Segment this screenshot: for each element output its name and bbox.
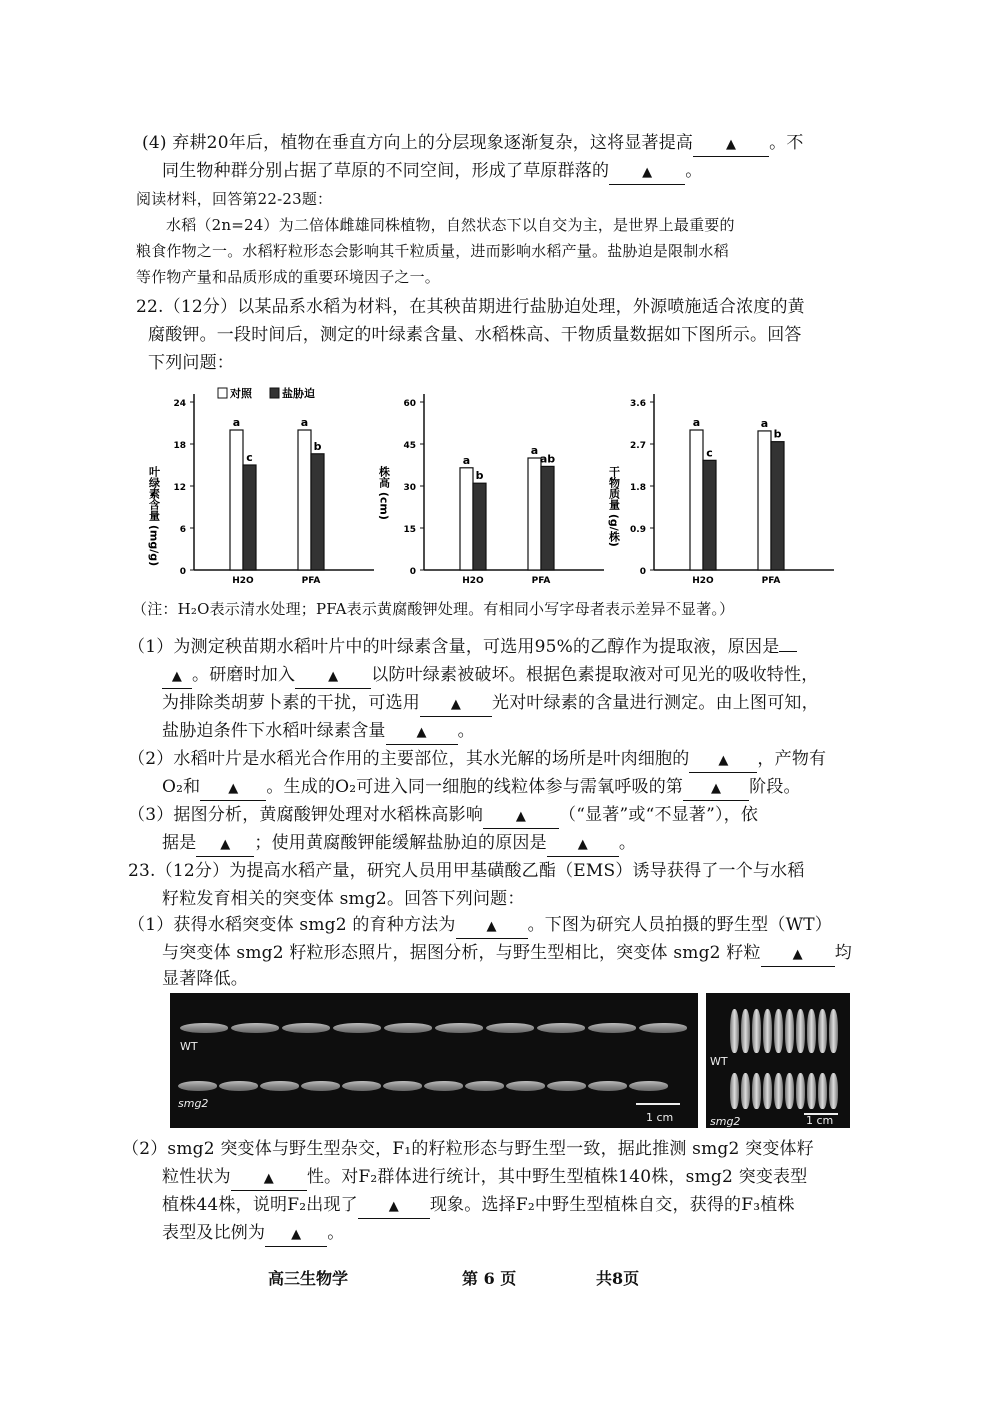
q23-stem-line2: 籽粒发育相关的突变体 smg2。回答下列问题： [162, 889, 525, 909]
y-tick-label: 0 [409, 567, 416, 577]
y-tick-label: 15 [403, 525, 416, 535]
y-tick-label: 2.7 [630, 441, 646, 451]
bar-label: a [300, 416, 309, 429]
q22-3-line2: 据是 ▲ ；使用黄腐酸钾能缓解盐胁迫的原因是 ▲ 。 [162, 832, 636, 857]
scale-label: 1 cm [806, 1114, 834, 1127]
bar-label: a [692, 416, 701, 429]
smg2-label: smg2 [710, 1115, 741, 1128]
answer-blank[interactable]: ▲ [456, 914, 528, 939]
bar [460, 468, 473, 570]
bar-label: b [773, 427, 782, 441]
grain-photo-length [170, 993, 698, 1128]
smg2-grain [752, 1073, 761, 1109]
q21-4-line1: (4) 弃耕20年后，植物在垂直方向上的分层现象逐渐复杂，这将显著提高 ▲ 。不 [142, 132, 804, 157]
y-tick-label: 1.8 [630, 483, 646, 493]
reading-material-line2: 粮食作物之一。水稻籽粒形态会影响其千粒质量，进而影响水稻产量。盐胁迫是限制水稻 [136, 242, 729, 260]
bar-label: a [760, 416, 769, 430]
footer-subject: 高三生物学 [268, 1269, 349, 1288]
q23-stem-line1: 23.（12分）为提高水稻产量，研究人员用甲基磺酸乙酯（EMS）诱导获得了一个与水稻 [128, 861, 805, 881]
q22-stem-line2: 腐酸钾。一段时间后，测定的叶绿素含量、水稻株高、干物质量数据如下图所示。回答 [148, 325, 802, 345]
reading-material-line1: 水稻（2n=24）为二倍体雌雄同株植物，自然状态下以自交为主，是世界上最重要的 [166, 216, 735, 234]
smg2-grain [547, 1081, 586, 1091]
x-tick-label: H2O [462, 576, 484, 586]
y-tick-label: 18 [173, 441, 186, 451]
wt-label: WT [710, 1055, 728, 1068]
bar-label: c [246, 451, 253, 464]
smg2-grain [763, 1073, 772, 1109]
y-tick-label: 45 [403, 441, 416, 451]
scale-bar [636, 1103, 680, 1105]
smg2-grain [588, 1081, 627, 1091]
y-tick-label: 30 [403, 483, 416, 493]
smg2-grain [424, 1081, 463, 1091]
answer-blank[interactable]: ▲ [693, 132, 769, 157]
q23-1-line2: 与突变体 smg2 籽粒形态照片，据图分析，与野生型相比，突变体 smg2 籽粒 ▲ 均 [162, 942, 852, 967]
smg2-grain [301, 1081, 340, 1091]
y-axis-label: 干物质量 (g/株) [607, 466, 621, 547]
legend-swatch [270, 388, 279, 398]
smg2-grain [818, 1073, 827, 1109]
answer-blank[interactable]: ▲ [231, 1166, 307, 1191]
answer-blank[interactable]: ▲ [609, 160, 685, 185]
bar [690, 430, 703, 570]
x-tick-label: H2O [692, 576, 714, 586]
smg2-grain [741, 1073, 750, 1109]
reading-material-heading: 阅读材料，回答第22-23题： [136, 190, 333, 208]
q21-4-line2: 同生物种群分别占据了草原的不同空间，形成了草原群落的 ▲ 。 [162, 160, 702, 185]
y-tick-label: 0 [179, 567, 186, 577]
smg2-grain [342, 1081, 381, 1091]
x-tick-label: PFA [301, 576, 321, 586]
smg2-grain [260, 1081, 299, 1091]
y-axis-label: 叶绿素含量 (mg/g) [147, 466, 161, 567]
answer-blank[interactable]: ▲ [265, 1222, 327, 1247]
wt-grain [180, 1023, 228, 1033]
wt-label: WT [180, 1040, 198, 1053]
answer-blank[interactable]: ▲ [196, 832, 254, 857]
bar [243, 465, 256, 570]
bar-label: b [475, 469, 484, 483]
q23-2-line4: 表型及比例为 ▲ 。 [162, 1222, 344, 1247]
legend-label: 对照 [230, 387, 252, 400]
answer-blank[interactable]: ▲ [162, 664, 192, 689]
wt-grain [282, 1023, 330, 1033]
q23-2-line2: 粒性状为 ▲ 性。对F₂群体进行统计，其中野生型植株140株，smg2 突变表型 [162, 1166, 807, 1191]
bar [230, 430, 243, 570]
smg2-grain [829, 1073, 838, 1109]
answer-blank[interactable]: ▲ [547, 832, 619, 857]
wt-grain [639, 1023, 687, 1033]
bar-label: a [462, 453, 471, 467]
q22-stem-line3: 下列问题： [148, 353, 234, 373]
reading-material-line3: 等作物产量和品质形成的重要环境因子之一。 [136, 268, 441, 286]
wt-grain [486, 1023, 534, 1033]
wt-grain [333, 1023, 381, 1033]
wt-grain [818, 1009, 827, 1053]
bar-label: ab [539, 452, 556, 466]
q22-1-line4: 盐胁迫条件下水稻叶绿素含量 ▲ 。 [162, 720, 475, 745]
y-tick-label: 6 [179, 525, 186, 535]
x-tick-label: PFA [531, 576, 551, 586]
bar [311, 454, 324, 570]
bar-label: c [706, 446, 713, 460]
smg2-grain [807, 1073, 816, 1109]
bar [473, 483, 486, 570]
answer-blank[interactable]: ▲ [683, 776, 749, 801]
q22-3-line1: （3）据图分析，黄腐酸钾处理对水稻株高影响 ▲ （“显著”或“不显著”），依 [128, 804, 758, 829]
bar [298, 430, 311, 570]
q22-1-line2: ▲ 。研磨时加入 ▲ 以防叶绿素被破坏。根据色素提取液对可见光的吸收特性， [162, 664, 818, 689]
wt-grain [807, 1009, 816, 1053]
q23-1-line1: （1）获得水稻突变体 smg2 的育种方法为 ▲ 。下图为研究人员拍摄的野生型（WT） [128, 914, 832, 939]
x-tick-label: PFA [761, 576, 781, 586]
legend-swatch [218, 388, 227, 398]
answer-blank[interactable]: ▲ [420, 692, 492, 717]
x-tick-label: H2O [232, 576, 254, 586]
bar-charts [130, 382, 890, 597]
smg2-grain [796, 1073, 805, 1109]
q22-2-line2: O₂和 ▲ 。生成的O₂可进入同一细胞的线粒体参与需氧呼吸的第 ▲ 阶段。 [162, 776, 801, 801]
y-tick-label: 0 [639, 567, 646, 577]
wt-grain [537, 1023, 585, 1033]
wt-grain [384, 1023, 432, 1033]
wt-grain [752, 1009, 761, 1053]
bar [528, 458, 541, 570]
answer-blank[interactable]: ▲ [358, 1194, 430, 1219]
answer-blank[interactable]: ▲ [483, 804, 559, 829]
smg2-grain [178, 1081, 217, 1091]
bar [758, 431, 771, 570]
wt-grain [588, 1023, 636, 1033]
smg2-grain [785, 1073, 794, 1109]
wt-grain [435, 1023, 483, 1033]
bar [703, 460, 716, 570]
q22-1-line3: 为排除类胡萝卜素的干扰，可选用 ▲ 光对叶绿素的含量进行测定。由上图可知， [162, 692, 819, 717]
q22-stem-line1: 22.（12分）以某品系水稻为材料，在其秧苗期进行盐胁迫处理，外源喷施适合浓度的黄 [136, 297, 805, 317]
figure-note: （注：H₂O表示清水处理；PFA表示黄腐酸钾处理。有相同小写字母者表示差异不显著。） [132, 600, 735, 618]
grain-photo-width [706, 993, 850, 1128]
footer-page: 第 6 页 [462, 1269, 517, 1288]
wt-grain [796, 1009, 805, 1053]
wt-grain [741, 1009, 750, 1053]
smg2-grain [465, 1081, 504, 1091]
bar-label: b [313, 439, 322, 453]
y-tick-label: 3.6 [630, 399, 646, 409]
y-axis-label: 株高 (cm) [377, 466, 391, 520]
y-tick-label: 12 [173, 483, 186, 493]
bar [771, 442, 784, 570]
q23-1-line3: 显著降低。 [162, 969, 248, 989]
bar [541, 466, 554, 570]
footer-total: 共8页 [596, 1269, 640, 1288]
wt-grain [231, 1023, 279, 1033]
q23-2-line1: （2）smg2 突变体与野生型杂交，F₁的籽粒形态与野生型一致，据此推测 smg2 突变体籽 [122, 1139, 814, 1159]
answer-blank[interactable]: ▲ [200, 776, 266, 801]
legend-label: 盐胁迫 [282, 387, 315, 400]
q23-2-line3: 植株44株，说明F₂出现了 ▲ 现象。选择F₂中野生型植株自交，获得的F₃植株 [162, 1194, 795, 1219]
answer-blank[interactable]: ▲ [295, 664, 371, 689]
answer-blank[interactable]: ▲ [689, 748, 757, 773]
smg2-label: smg2 [178, 1097, 209, 1110]
q22-1-line1: （1）为测定秧苗期水稻叶片中的叶绿素含量，可选用95%的乙醇作为提取液，原因是 [128, 636, 797, 658]
wt-grain [763, 1009, 772, 1053]
wt-grain [829, 1009, 838, 1053]
bar-label: a [530, 444, 539, 457]
smg2-grain [219, 1081, 258, 1091]
y-tick-label: 24 [173, 399, 186, 409]
smg2-grain [383, 1081, 422, 1091]
smg2-grain [506, 1081, 545, 1091]
y-tick-label: 60 [403, 399, 416, 409]
smg2-grain [774, 1073, 783, 1109]
answer-blank[interactable]: ▲ [761, 942, 835, 967]
y-tick-label: 0.9 [630, 525, 646, 535]
smg2-grain [730, 1073, 739, 1109]
bar-label: a [232, 416, 241, 429]
scale-label: 1 cm [646, 1111, 674, 1124]
wt-grain [785, 1009, 794, 1053]
smg2-grain [629, 1081, 668, 1091]
q22-2-line1: （2）水稻叶片是水稻光合作用的主要部位，其水光解的场所是叶肉细胞的 ▲ ，产物有 [128, 748, 826, 773]
wt-grain [730, 1009, 739, 1053]
answer-blank[interactable]: ▲ [386, 720, 458, 745]
wt-grain [774, 1009, 783, 1053]
